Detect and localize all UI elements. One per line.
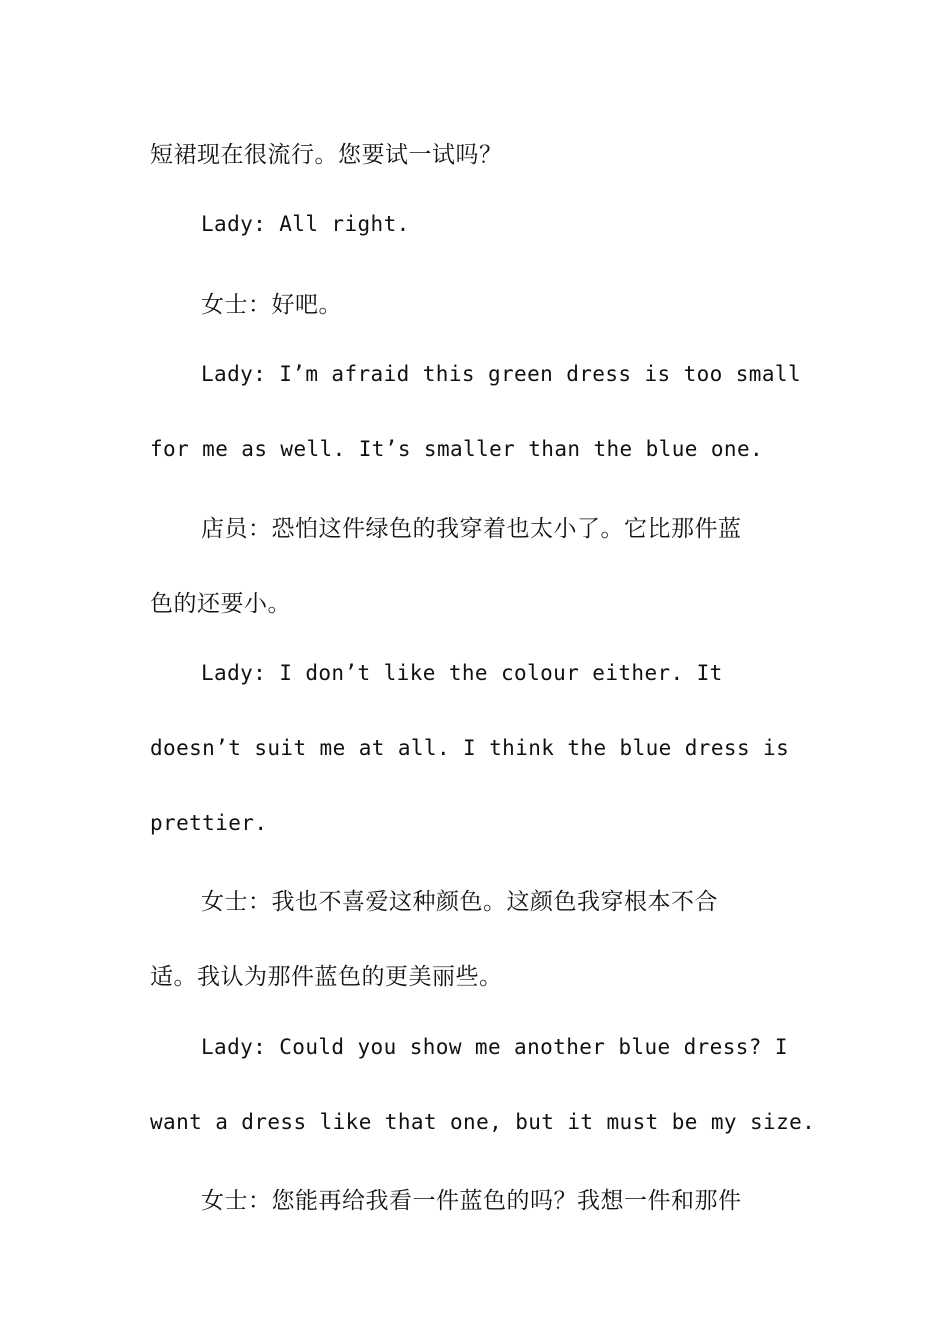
text-line-14: want a dress like that one, but it must be my size. (150, 1110, 816, 1134)
text-line-1: 短裙现在很流行。您要试一试吗？ (150, 142, 503, 168)
text-line-7: 色的还要小。 (150, 591, 291, 617)
text-line-6: 店员：恐怕这件绿色的我穿着也太小了。它比那件蓝 (201, 516, 742, 542)
text-line-4: Lady: I’m afraid this green dress is too small (201, 362, 801, 386)
text-line-3: 女士：好吧。 (201, 292, 342, 318)
text-line-8: Lady: I don’t like the colour either. It (201, 661, 723, 685)
text-line-13: Lady: Could you show me another blue dress? I (201, 1035, 788, 1059)
text-line-9: doesn’t suit me at all. I think the blue dress is (150, 736, 790, 760)
text-line-15: 女士：您能再给我看一件蓝色的吗？我想一件和那件 (201, 1188, 742, 1214)
text-line-11: 女士：我也不喜爱这种颜色。这颜色我穿根本不合 (201, 889, 718, 915)
text-line-12: 适。我认为那件蓝色的更美丽些。 (150, 964, 503, 990)
text-line-5: for me as well. It’s smaller than the blue one. (150, 437, 764, 461)
text-line-2: Lady: All right. (201, 212, 410, 236)
text-line-10: prettier. (150, 811, 268, 835)
